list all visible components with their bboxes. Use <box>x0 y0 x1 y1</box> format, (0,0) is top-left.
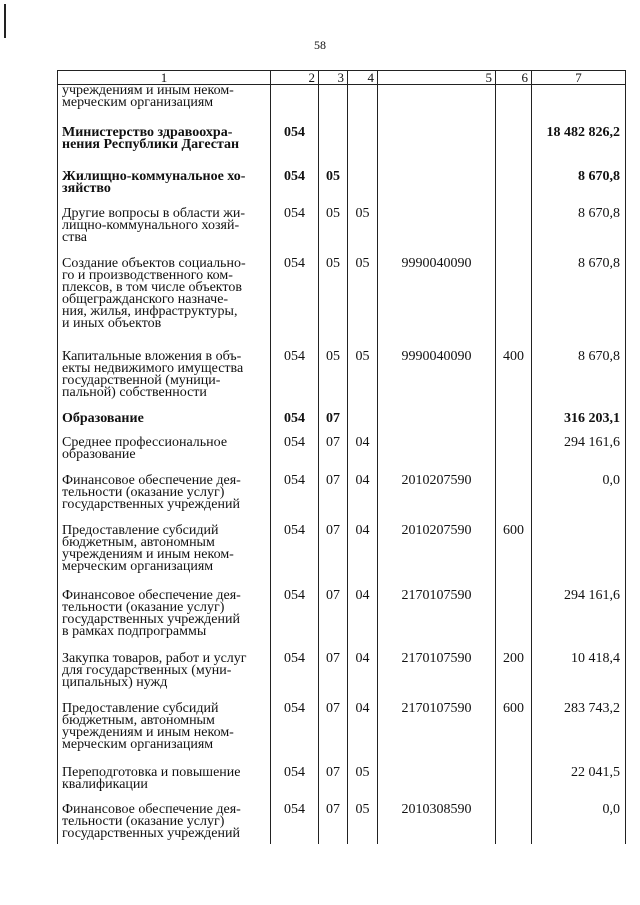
row-amount: 8 670,8 <box>532 208 626 258</box>
row-admin-code: 054 <box>271 127 319 171</box>
row-subsection: 04 <box>348 475 378 525</box>
header-col-4: 4 <box>348 71 378 85</box>
row-amount <box>532 525 626 590</box>
row-expense-type <box>496 127 532 171</box>
table-row <box>58 653 626 703</box>
row-section: 07 <box>319 804 348 844</box>
row-amount: 294 161,6 <box>532 437 626 475</box>
table-row <box>58 351 626 413</box>
row-name: Министерство здравоохра- нения Республики Дагестан <box>58 127 271 171</box>
row-admin-code: 054 <box>271 413 319 437</box>
row-target-article <box>378 208 496 258</box>
header-col-2: 2 <box>271 71 319 85</box>
table-row <box>58 127 626 171</box>
row-admin-code: 054 <box>271 804 319 844</box>
row-section: 07 <box>319 590 348 653</box>
row-target-article: 2170107590 <box>378 590 496 653</box>
header-col-5: 5 <box>378 71 496 85</box>
row-name: Капитальные вложения в объ- екты недвижимого имущества государственной (муници- пальной) собственности <box>58 351 271 413</box>
row-expense-type: 200 <box>496 653 532 703</box>
header-col-1: 1 <box>58 71 271 85</box>
margin-binding-mark <box>4 4 6 38</box>
row-subsection: 04 <box>348 653 378 703</box>
row-admin-code: 054 <box>271 703 319 767</box>
table-row <box>58 258 626 351</box>
row-target-article: 2010207590 <box>378 475 496 525</box>
row-expense-type <box>496 590 532 653</box>
row-subsection: 05 <box>348 208 378 258</box>
row-name: Закупка товаров, работ и услуг для государственных (муни- ципальных) нужд <box>58 653 271 703</box>
row-admin-code: 054 <box>271 258 319 351</box>
table-row <box>58 208 626 258</box>
row-name: Переподготовка и повышение квалификации <box>58 767 271 804</box>
table-row <box>58 171 626 208</box>
table-row <box>58 804 626 844</box>
row-name: Предоставление субсидий бюджетным, автономным учреждениям и иным неком- мерческим организациям <box>58 525 271 590</box>
row-target-article <box>378 85 496 128</box>
row-section: 07 <box>319 653 348 703</box>
table-body <box>58 85 626 845</box>
row-amount: 8 670,8 <box>532 351 626 413</box>
row-expense-type <box>496 804 532 844</box>
row-subsection: 05 <box>348 351 378 413</box>
row-amount: 8 670,8 <box>532 258 626 351</box>
row-subsection: 05 <box>348 804 378 844</box>
row-expense-type: 600 <box>496 703 532 767</box>
row-target-article <box>378 413 496 437</box>
row-target-article: 2010308590 <box>378 804 496 844</box>
row-admin-code <box>271 85 319 128</box>
row-name: Финансовое обеспечение дея- тельности (оказание услуг) государственных учреждений <box>58 804 271 844</box>
row-target-article <box>378 437 496 475</box>
row-amount: 18 482 826,2 <box>532 127 626 171</box>
row-name: Финансовое обеспечение дея- тельности (оказание услуг) государственных учреждений в рамках подпрограммы <box>58 590 271 653</box>
budget-table <box>57 70 626 844</box>
row-section: 05 <box>319 171 348 208</box>
header-col-3: 3 <box>319 71 348 85</box>
row-target-article: 9990040090 <box>378 351 496 413</box>
row-subsection: 04 <box>348 525 378 590</box>
row-expense-type <box>496 413 532 437</box>
row-target-article: 2170107590 <box>378 703 496 767</box>
row-expense-type <box>496 258 532 351</box>
row-section: 07 <box>319 703 348 767</box>
header-col-6: 6 <box>496 71 532 85</box>
row-subsection: 04 <box>348 437 378 475</box>
row-admin-code: 054 <box>271 525 319 590</box>
table-row <box>58 413 626 437</box>
row-expense-type <box>496 475 532 525</box>
row-subsection: 04 <box>348 703 378 767</box>
row-admin-code: 054 <box>271 653 319 703</box>
row-section: 07 <box>319 525 348 590</box>
table-row <box>58 525 626 590</box>
row-name: Создание объектов социально- го и производственного ком- плексов, в том числе объектов общегражданского назначе- ния, жилья, инфраструктуры, и иных объектов <box>58 258 271 351</box>
row-subsection <box>348 413 378 437</box>
page-number: 58 <box>314 38 326 52</box>
row-name: Предоставление субсидий бюджетным, автономным учреждениям и иным неком- мерческим организациям <box>58 703 271 767</box>
row-expense-type <box>496 208 532 258</box>
row-subsection <box>348 127 378 171</box>
row-amount: 0,0 <box>532 475 626 525</box>
row-admin-code: 054 <box>271 208 319 258</box>
row-amount: 0,0 <box>532 804 626 844</box>
row-subsection <box>348 85 378 128</box>
row-amount <box>532 85 626 128</box>
row-subsection: 04 <box>348 590 378 653</box>
row-target-article: 2170107590 <box>378 653 496 703</box>
row-name: учреждениям и иным неком- мерческим организациям <box>58 85 271 128</box>
row-amount: 10 418,4 <box>532 653 626 703</box>
row-section: 05 <box>319 208 348 258</box>
table-row <box>58 437 626 475</box>
row-admin-code: 054 <box>271 437 319 475</box>
row-amount: 316 203,1 <box>532 413 626 437</box>
budget-table-wrapper <box>57 70 625 854</box>
row-amount: 8 670,8 <box>532 171 626 208</box>
row-expense-type <box>496 171 532 208</box>
row-amount: 283 743,2 <box>532 703 626 767</box>
table-row <box>58 475 626 525</box>
row-section: 05 <box>319 258 348 351</box>
row-admin-code: 054 <box>271 590 319 653</box>
row-expense-type: 600 <box>496 525 532 590</box>
row-target-article: 9990040090 <box>378 258 496 351</box>
row-section: 07 <box>319 475 348 525</box>
row-section: 05 <box>319 351 348 413</box>
header-col-7: 7 <box>532 71 626 85</box>
row-amount: 22 041,5 <box>532 767 626 804</box>
row-target-article <box>378 127 496 171</box>
table-row <box>58 85 626 128</box>
row-amount: 294 161,6 <box>532 590 626 653</box>
row-expense-type <box>496 437 532 475</box>
row-target-article <box>378 767 496 804</box>
table-row <box>58 590 626 653</box>
row-name: Образование <box>58 413 271 437</box>
row-name: Другие вопросы в области жи- лищно-коммунального хозяй- ства <box>58 208 271 258</box>
row-section: 07 <box>319 413 348 437</box>
row-section: 07 <box>319 767 348 804</box>
row-admin-code: 054 <box>271 475 319 525</box>
row-subsection: 05 <box>348 258 378 351</box>
row-name: Финансовое обеспечение дея- тельности (оказание услуг) государственных учреждений <box>58 475 271 525</box>
row-expense-type: 400 <box>496 351 532 413</box>
row-section <box>319 85 348 128</box>
row-expense-type <box>496 767 532 804</box>
row-expense-type <box>496 85 532 128</box>
table-row <box>58 767 626 804</box>
row-section <box>319 127 348 171</box>
row-target-article <box>378 171 496 208</box>
row-subsection: 05 <box>348 767 378 804</box>
row-subsection <box>348 171 378 208</box>
row-section: 07 <box>319 437 348 475</box>
row-admin-code: 054 <box>271 171 319 208</box>
row-target-article: 2010207590 <box>378 525 496 590</box>
row-name: Среднее профессиональное образование <box>58 437 271 475</box>
row-admin-code: 054 <box>271 767 319 804</box>
row-admin-code: 054 <box>271 351 319 413</box>
row-name: Жилищно-коммунальное хо- зяйство <box>58 171 271 208</box>
table-row <box>58 703 626 767</box>
